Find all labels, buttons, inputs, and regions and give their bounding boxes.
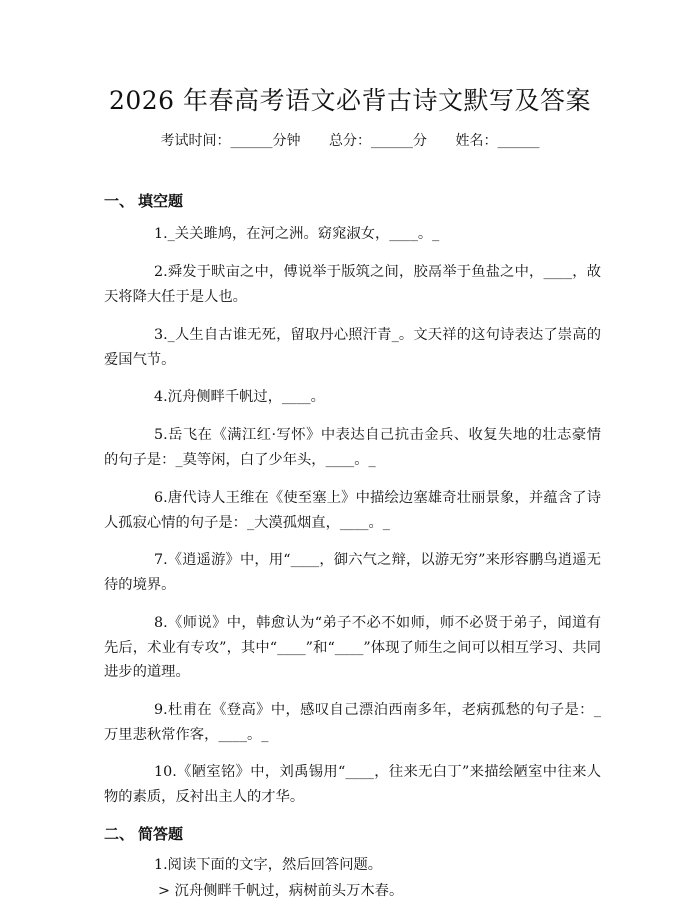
- page-title: 2026 年春高考语文必背古诗文默写及答案: [108, 86, 592, 115]
- exam-meta: [0, 130, 700, 152]
- question-text: 《逍遥游》中，用“____，御六气之辩，以游无穷”来形容鹏鸟逍遥无待的境界。: [104, 552, 601, 593]
- question-item: [104, 486, 601, 535]
- question-text: _人生自古谁无死，留取丹心照汗青_。文天祥的这句诗表达了崇高的爱国气节。: [104, 327, 601, 368]
- question-number: 7.: [154, 552, 168, 568]
- question-number: 8.: [154, 615, 168, 631]
- question-text: _关关雎鸠，在河之洲。窈窕淑女，____。_: [167, 226, 440, 242]
- question-item: [104, 222, 601, 247]
- question-item: [104, 853, 601, 878]
- question-number: 1.: [154, 226, 168, 242]
- section-title: 填空题: [138, 192, 184, 210]
- question-number: 6.: [154, 490, 168, 506]
- section-title: 简答题: [138, 825, 184, 843]
- question-item: [104, 385, 601, 410]
- question-number: 9.: [154, 702, 168, 718]
- question-text: 舜发于畎亩之中，傅说举于版筑之间，胶鬲举于鱼盐之中，____，故天将降大任于是人也。: [104, 264, 601, 305]
- exam-time-label: 考试时间：______分钟: [160, 133, 301, 149]
- question-item: [104, 423, 601, 472]
- question-text: 唐代诗人王维在《使至塞上》中描绘边塞雄奇壮丽景象，并蕴含了诗人孤寂心情的句子是：_大漠孤烟直，____。_: [104, 490, 601, 531]
- question-number: 10.: [154, 764, 177, 780]
- student-name-label: 姓名：______: [455, 133, 540, 149]
- question-number: 3.: [154, 327, 168, 343]
- question-number: 5.: [154, 427, 168, 443]
- question-item: [104, 698, 601, 747]
- question-text: 杜甫在《登高》中，感叹自己漂泊西南多年，老病孤愁的句子是：_万里悲秋常作客，____。_: [104, 702, 601, 743]
- question-text: 沉舟侧畔千帆过，____。: [167, 389, 325, 405]
- question-text: 《师说》中，韩愈认为“弟子不必不如师，师不必贤于弟子，闻道有先后，术业有专攻”，其中“____”和“____”体现了师生之间可以相互学习、共同进步的道理。: [104, 615, 601, 680]
- section-number: 二、: [104, 825, 135, 843]
- section-number: 一、: [104, 192, 135, 210]
- question-number: 1.: [154, 857, 168, 873]
- question-item: [104, 260, 601, 309]
- question-number: 4.: [154, 389, 168, 405]
- question-text: 岳飞在《满江红·写怀》中表达自己抗击金兵、收复失地的壮志豪情的句子是：_莫等闲，白了少年头，____。_: [104, 427, 601, 468]
- question-text: 阅读下面的文字，然后回答问题。: [167, 857, 383, 873]
- question-number: 2.: [154, 264, 168, 280]
- total-score-label: 总分：______分: [329, 133, 427, 149]
- question-item: [104, 760, 601, 809]
- section-heading-fill: [104, 190, 183, 212]
- quoted-passage: > 沉舟侧畔千帆过，病树前头万木春。: [158, 883, 404, 899]
- question-item: [104, 548, 601, 597]
- question-item: [104, 323, 601, 372]
- question-text: 《陋室铭》中，刘禹锡用“____，往来无白丁”来描绘陋室中往来人物的素质，反衬出主人的才华。: [104, 764, 601, 805]
- question-item: [104, 611, 601, 685]
- section-heading-short-answer: [104, 823, 183, 845]
